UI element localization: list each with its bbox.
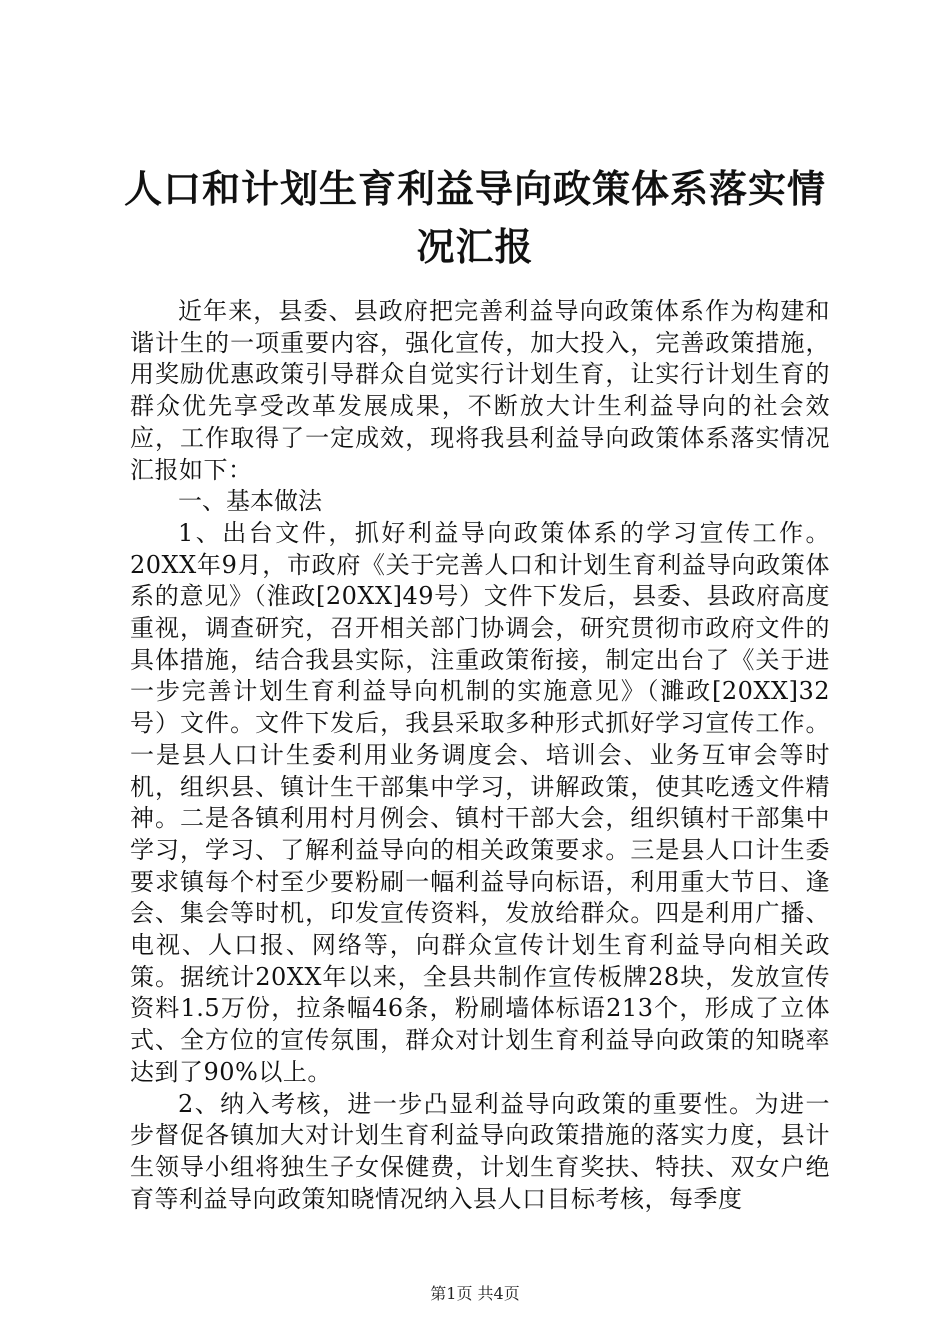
document-title: 人口和计划生育利益导向政策体系落实情况汇报 bbox=[123, 166, 826, 269]
section-heading: 一、基本做法 bbox=[178, 487, 322, 516]
paragraph-item-1: 1、出台文件，抓好利益导向政策体系的学习宣传工作。20XX年9月，市政府《关于完善人口和计划生育利益导向政策体系的意见》（淮政[20XX]49号）文件下发后，县委、县政府高度重视，调查研究，召开相关部门协调会，研究贯彻市政府文件的具体措施，结合我县实际，注重政策衔接，制定出台了《关于进一步完善计划生育利益导向机制的实施意见》（濉政[20XX]32号）文件。文件下发后，我县采取多种形式抓好学习宣传工作。一是县人口计生委利用业务调度会、培训会、业务互审会等时机，组织县、镇计生干部集中学习，讲解政策，使其吃透文件精神。二是各镇利用村月例会、镇村干部大会，组织镇村干部集中学习，学习、了解利益导向的相关政策要求。三是县人口计生委要求镇每个村至少要粉刷一幅利益导向标语，利用重大节日、逢会、集会等时机，印发宣传资料，发放给群众。四是利用广播、电视、人口报、网络等，向群众宣传计划生育利益导向相关政策。据统计20XX年以来，全县共制作宣传板牌28块，发放宣传资料1.5万份，拉条幅46条，粉刷墙体标语213个，形成了立体式、全方位的宣传氛围，群众对计划生育利益导向政策的知晓率达到了90%以上。 bbox=[130, 518, 830, 1086]
page-number-footer: 第1页 共4页 bbox=[430, 1284, 520, 1303]
intro-paragraph: 近年来，县委、县政府把完善利益导向政策体系作为构建和谐计生的一项重要内容，强化宣传，加大投入，完善政策措施，用奖励优惠政策引导群众自觉实行计划生育，让实行计划生育的群众优先享受改革发展成果，不断放大计生利益导向的社会效应，工作取得了一定成效，现将我县利益导向政策体系落实情况汇报如下： bbox=[130, 297, 830, 484]
paragraph-item-2: 2、纳入考核，进一步凸显利益导向政策的重要性。为进一步督促各镇加大对计划生育利益导向政策措施的落实力度，县计生领导小组将独生子女保健费，计划生育奖扶、特扶、双女户绝育等利益导向政策知晓情况纳入县人口目标考核，每季度 bbox=[130, 1089, 830, 1213]
document-body bbox=[130, 296, 830, 1215]
